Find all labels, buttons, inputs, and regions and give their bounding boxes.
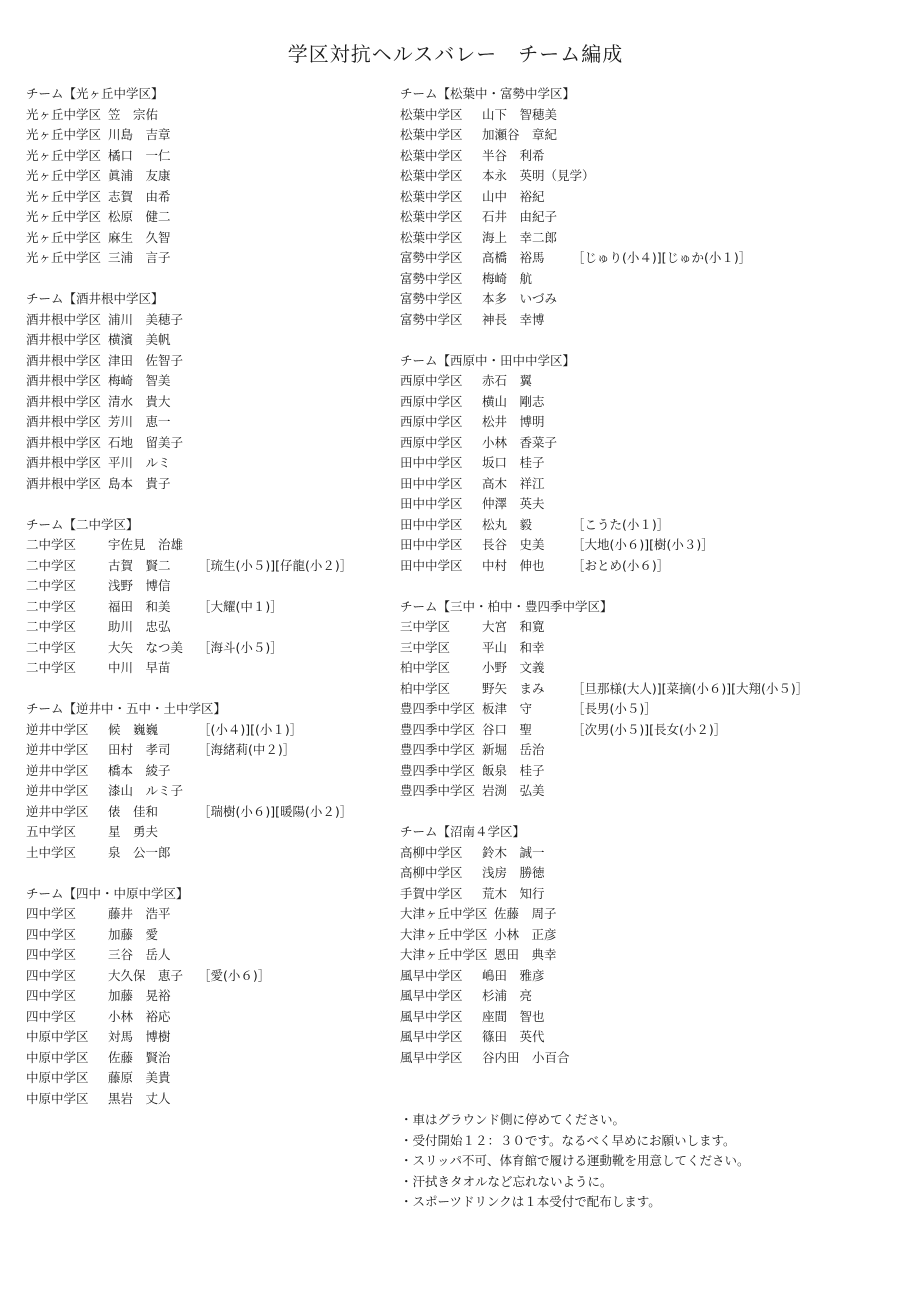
member-name: 大矢 なつ美 [108, 639, 184, 655]
member-row [26, 904, 388, 925]
team-header: チーム【松葉中・富勢中学区】 [400, 86, 576, 101]
member-name: 谷内田 小百合 [482, 1049, 570, 1065]
member-school: 田中中学区 [400, 455, 463, 470]
note-item: ・受付開始１２：３０です。なるべく早めにお願いします。 [400, 1132, 736, 1148]
member-row [26, 781, 388, 802]
member-name: 横山 剛志 [482, 393, 545, 409]
member-row [400, 843, 880, 864]
member-school: 酒井根中学区 [26, 311, 102, 327]
team-block [26, 515, 388, 679]
member-row [400, 187, 880, 208]
member-school: 逆井中学区 [26, 783, 89, 798]
member-school: 酒井根中学区 [26, 332, 102, 347]
member-name: 候 巍巍 [108, 721, 159, 737]
member-school: 酒井根中学区 [26, 352, 102, 368]
team-block [26, 699, 388, 863]
member-school: 風早中学区 [400, 1029, 463, 1044]
member-school: 豊四季中学区 [400, 701, 476, 716]
member-school: 二中学区 [26, 557, 77, 573]
member-school: 手賀中学区 [400, 885, 463, 901]
team-block [400, 351, 880, 577]
member-name: 加藤 晃裕 [108, 988, 171, 1003]
member-row [26, 945, 388, 966]
member-school: 風早中学区 [400, 1008, 463, 1024]
member-row [400, 146, 880, 167]
member-school: 酒井根中学区 [26, 393, 102, 409]
member-name: 麻生 久智 [108, 229, 171, 245]
member-name: 浦川 美穂子 [108, 311, 184, 327]
member-name: 大久保 恵子 [108, 967, 184, 983]
member-family-note: ［こうた(小１)］ [572, 516, 670, 532]
team-header: チーム【四中・中原中学区】 [26, 885, 189, 901]
member-school: 五中学区 [26, 824, 77, 839]
member-row [26, 453, 388, 474]
team-block [26, 289, 388, 494]
member-row [26, 228, 388, 249]
member-school: 風早中学区 [400, 988, 463, 1003]
member-family-note: ［大地(小６)][樹(小３)］ [572, 537, 714, 552]
member-row [26, 125, 388, 146]
member-school: 酒井根中学区 [26, 475, 102, 491]
member-school: 松葉中学区 [400, 229, 463, 245]
member-name: 赤石 翼 [482, 373, 533, 388]
member-row [400, 699, 880, 720]
member-school: 豊四季中学区 [400, 762, 476, 778]
member-school: 四中学区 [26, 926, 77, 942]
member-row [400, 515, 880, 536]
member-school: 風早中学区 [400, 1049, 463, 1065]
member-family-note: ［長男(小５)］ [572, 701, 657, 716]
member-row [26, 105, 388, 126]
member-name: 泉 公一郎 [108, 844, 171, 860]
member-school: 中原中学区 [26, 1049, 89, 1065]
team-header: チーム【二中学区】 [26, 516, 139, 532]
member-name: 梅崎 航 [482, 270, 533, 286]
member-row [400, 474, 880, 495]
member-school: 酒井根中学区 [26, 414, 102, 429]
member-school: 松葉中学区 [400, 127, 463, 142]
note-item: ・スポーツドリンクは１本受付で配布します。 [400, 1194, 661, 1209]
member-row [400, 638, 880, 659]
member-name: 飯泉 桂子 [482, 762, 545, 778]
member-school: 逆井中学区 [26, 742, 89, 757]
member-school: 四中学区 [26, 947, 77, 962]
member-school: 三中学区 [400, 619, 451, 634]
member-name: 川島 吉章 [108, 127, 171, 142]
member-name: 平川 ルミ [108, 455, 171, 470]
member-row [26, 617, 388, 638]
member-row [400, 371, 880, 392]
member-name: 藤原 美貴 [108, 1070, 171, 1085]
member-school: 光ヶ丘中学区 [26, 250, 102, 265]
member-row [26, 310, 388, 331]
member-family-note: ［海緒莉(中２)］ [198, 742, 296, 757]
member-name: 漆山 ルミ子 [108, 783, 184, 798]
member-row [26, 1027, 388, 1048]
member-row [26, 535, 388, 556]
member-row [400, 392, 880, 413]
team-header: チーム【西原中・田中中学区】 [400, 352, 576, 368]
member-school: 三中学区 [400, 639, 451, 655]
member-row [400, 453, 880, 474]
member-row [26, 146, 388, 167]
member-name: 黒岩 丈人 [108, 1090, 171, 1106]
member-school: 高柳中学区 [400, 844, 463, 860]
member-row [400, 740, 880, 761]
member-school: 西原中学区 [400, 393, 463, 409]
member-name: 佐藤 賢治 [108, 1049, 171, 1065]
member-row [400, 720, 880, 741]
member-name: 本永 英明（見学） [482, 168, 595, 183]
member-name: 三浦 言子 [108, 250, 171, 265]
member-row [26, 925, 388, 946]
team-header: チーム【沼南４学区】 [400, 824, 526, 839]
member-row [26, 433, 388, 454]
member-name: 荒木 知行 [482, 885, 545, 901]
member-row [26, 1068, 388, 1089]
member-row [26, 392, 388, 413]
member-name: 福田 和美 [108, 598, 171, 614]
member-school: 四中学区 [26, 1008, 77, 1024]
team-block [400, 822, 880, 1068]
member-row [26, 351, 388, 372]
member-row [400, 781, 880, 802]
member-school: 富勢中学区 [400, 291, 463, 306]
member-name: 笠 宗佑 [108, 106, 159, 122]
member-row [400, 433, 880, 454]
member-row [26, 371, 388, 392]
member-family-note: ［琉生(小５)][仔龍(小２)］ [198, 557, 353, 573]
member-name: 山中 裕紀 [482, 188, 545, 204]
team-block [400, 597, 880, 802]
member-name: 加藤 愛 [108, 926, 159, 942]
member-name: 三谷 岳人 [108, 947, 171, 962]
member-school: 逆井中学区 [26, 762, 89, 778]
member-school: 光ヶ丘中学区 [26, 188, 102, 204]
member-row [400, 1027, 880, 1048]
member-name: 田村 孝司 [108, 742, 171, 757]
member-school: 松葉中学区 [400, 188, 463, 204]
member-family-note: ［大耀(中１)］ [198, 598, 283, 614]
member-school: 四中学区 [26, 967, 77, 983]
member-row [26, 720, 388, 741]
member-row [26, 166, 388, 187]
member-row [400, 412, 880, 433]
member-row [400, 269, 880, 290]
member-name: 横濱 美帆 [108, 332, 171, 347]
left-column [26, 84, 388, 1130]
member-school: 西原中学区 [400, 373, 463, 388]
member-family-note: ［旦那様(大人)][菜摘(小６)][大翔(小５)］ [572, 680, 809, 696]
member-row [400, 125, 880, 146]
member-name: 中川 早苗 [108, 660, 171, 675]
member-name: 高橋 裕馬 [482, 250, 545, 265]
member-school: 大津ヶ丘中学区 [400, 947, 488, 962]
member-family-note: ［(小４)][(小１)］ [198, 721, 303, 737]
member-name: 本多 いづみ [482, 291, 558, 306]
member-row [26, 187, 388, 208]
member-name: 清水 貴大 [108, 393, 171, 409]
member-name: 浅野 博信 [108, 578, 171, 593]
team-header: チーム【酒井根中学区】 [26, 291, 164, 306]
member-school: 土中学区 [26, 844, 77, 860]
member-school: 富勢中学区 [400, 250, 463, 265]
member-school: 二中学区 [26, 598, 77, 614]
team-header: チーム【三中・柏中・豊四季中学区】 [400, 598, 613, 614]
member-name: 篠田 英代 [482, 1029, 545, 1044]
member-name: 平山 和幸 [482, 639, 545, 655]
member-name: 山下 智穂美 [482, 106, 558, 122]
member-school: 光ヶ丘中学区 [26, 127, 102, 142]
member-row [26, 986, 388, 1007]
member-school: 中原中学区 [26, 1029, 89, 1044]
notes-section [400, 1110, 880, 1213]
member-row [400, 248, 880, 269]
member-row [26, 330, 388, 351]
member-name: 半谷 利希 [482, 147, 545, 163]
member-school: 柏中学区 [400, 680, 451, 696]
member-school: 柏中学区 [400, 660, 451, 675]
member-family-note: ［瑞樹(小６)][暖陽(小２)］ [198, 803, 353, 819]
member-row [400, 494, 880, 515]
member-name: 宇佐見 治雄 [108, 537, 184, 552]
member-row [26, 740, 388, 761]
member-row [26, 248, 388, 269]
member-name: 中村 伸也 [482, 557, 545, 573]
member-row [26, 1048, 388, 1069]
member-school: 西原中学区 [400, 414, 463, 429]
member-school: 四中学区 [26, 906, 77, 921]
member-row [400, 863, 880, 884]
team-header: チーム【光ヶ丘中学区】 [26, 86, 164, 101]
member-name: 嶋田 雅彦 [482, 967, 545, 983]
member-school: 光ヶ丘中学区 [26, 106, 102, 122]
page-title: 学区対抗ヘルスバレー チーム編成 [287, 42, 624, 66]
member-name: 高木 祥江 [482, 475, 545, 491]
member-school: 酒井根中学区 [26, 455, 102, 470]
member-name: 大宮 和寛 [482, 619, 545, 634]
member-row [400, 228, 880, 249]
member-school: 富勢中学区 [400, 270, 463, 286]
member-school: 高柳中学区 [400, 865, 463, 880]
member-school: 二中学区 [26, 537, 77, 552]
member-school: 光ヶ丘中学区 [26, 229, 102, 245]
member-row [400, 166, 880, 187]
member-name: 星 勇夫 [108, 824, 159, 839]
member-school: 大津ヶ丘中学区 [400, 906, 488, 921]
member-name: 浅房 勝徳 [482, 865, 545, 880]
member-row [400, 986, 880, 1007]
member-school: 豊四季中学区 [400, 783, 476, 798]
member-row [26, 412, 388, 433]
member-row [26, 843, 388, 864]
member-school: 松葉中学区 [400, 106, 463, 122]
member-name: 谷口 聖 [482, 721, 533, 737]
member-name: 古賀 賢二 [108, 557, 171, 573]
member-name: 橋本 綾子 [108, 762, 171, 778]
member-school: 二中学区 [26, 639, 77, 655]
member-school: 田中中学区 [400, 516, 463, 532]
member-school: 光ヶ丘中学区 [26, 147, 102, 163]
member-name: 野矢 まみ [482, 680, 545, 696]
member-name: 松原 健二 [108, 209, 171, 224]
member-school: 豊四季中学区 [400, 721, 476, 737]
member-school: 光ヶ丘中学区 [26, 168, 102, 183]
member-school: 二中学区 [26, 619, 77, 634]
member-family-note: ［おとめ(小６)］ [572, 557, 670, 573]
member-school: 二中学区 [26, 578, 77, 593]
member-row [26, 658, 388, 679]
member-school: 松葉中学区 [400, 147, 463, 163]
member-family-note: ［海斗(小５)］ [198, 639, 283, 655]
member-school: 逆井中学区 [26, 721, 89, 737]
member-name: 小林 正彦 [494, 926, 557, 942]
member-row [400, 945, 880, 966]
member-row [400, 289, 880, 310]
member-name: 松井 博明 [482, 414, 545, 429]
member-school: 松葉中学区 [400, 209, 463, 224]
member-school: 富勢中学区 [400, 311, 463, 327]
member-school: 大津ヶ丘中学区 [400, 926, 488, 942]
member-name: 恩田 典幸 [494, 947, 557, 962]
member-school: 松葉中学区 [400, 168, 463, 183]
team-block [26, 884, 388, 1110]
member-row [400, 535, 880, 556]
member-school: 田中中学区 [400, 557, 463, 573]
member-name: 杉浦 亮 [482, 988, 533, 1003]
member-name: 仲澤 英夫 [482, 496, 545, 511]
team-block [26, 84, 388, 269]
member-school: 酒井根中学区 [26, 434, 102, 450]
member-name: 志賀 由希 [108, 188, 171, 204]
member-name: 津田 佐智子 [108, 352, 184, 368]
member-row [400, 966, 880, 987]
member-row [400, 310, 880, 331]
member-school: 田中中学区 [400, 496, 463, 511]
member-row [400, 679, 880, 700]
member-name: 島本 貴子 [108, 475, 171, 491]
member-name: 佐藤 周子 [494, 906, 557, 921]
member-name: 助川 忠弘 [108, 619, 171, 634]
member-school: 豊四季中学区 [400, 742, 476, 757]
member-name: 松丸 毅 [482, 516, 533, 532]
member-row [26, 556, 388, 577]
member-school: 田中中学区 [400, 537, 463, 552]
member-name: 海上 幸二郎 [482, 229, 558, 245]
member-name: 眞浦 友康 [108, 168, 171, 183]
member-name: 新堀 岳治 [482, 742, 545, 757]
member-family-note: ［じゅり(小４)][じゅか(小１)］ [572, 250, 752, 265]
member-school: 四中学区 [26, 988, 77, 1003]
member-name: 加瀬谷 章紀 [482, 127, 558, 142]
member-name: 小林 香菜子 [482, 434, 558, 450]
member-school: 中原中学区 [26, 1090, 89, 1106]
member-name: 梅崎 智美 [108, 373, 171, 388]
member-row [400, 1007, 880, 1028]
member-row [26, 474, 388, 495]
member-school: 光ヶ丘中学区 [26, 209, 102, 224]
member-school: 二中学区 [26, 660, 77, 675]
member-name: 小林 裕応 [108, 1008, 171, 1024]
member-row [26, 822, 388, 843]
member-row [400, 884, 880, 905]
member-row [400, 904, 880, 925]
member-row [400, 761, 880, 782]
member-name: 小野 文義 [482, 660, 545, 675]
member-name: 長谷 史美 [482, 537, 545, 552]
member-row [26, 761, 388, 782]
member-school: 酒井根中学区 [26, 373, 102, 388]
member-row [26, 1089, 388, 1110]
member-family-note: ［次男(小５)][長女(小２)］ [572, 721, 727, 737]
member-row [26, 802, 388, 823]
right-column [400, 84, 880, 1089]
note-item: ・スリッパ不可、体育館で履ける運動靴を用意してください。 [400, 1153, 750, 1168]
note-item: ・汗拭きタオルなど忘れないように。 [400, 1173, 613, 1189]
member-name: 鈴木 誠一 [482, 844, 545, 860]
member-row [400, 207, 880, 228]
member-school: 中原中学区 [26, 1070, 89, 1085]
member-name: 岩渕 弘美 [482, 783, 545, 798]
member-row [26, 576, 388, 597]
member-row [400, 658, 880, 679]
member-school: 田中中学区 [400, 475, 463, 491]
member-name: 坂口 桂子 [482, 455, 545, 470]
member-row [26, 207, 388, 228]
member-row [400, 1048, 880, 1069]
member-family-note: ［愛(小６)］ [198, 967, 271, 983]
member-name: 神長 幸博 [482, 311, 545, 327]
member-row [400, 105, 880, 126]
member-name: 俵 佳和 [108, 803, 159, 819]
member-name: 板津 守 [482, 701, 533, 716]
member-name: 芳川 恵一 [108, 414, 171, 429]
member-name: 対馬 博樹 [108, 1029, 171, 1044]
note-item: ・車はグラウンド側に停めてください。 [400, 1112, 626, 1127]
member-row [26, 966, 388, 987]
member-name: 座間 智也 [482, 1008, 545, 1024]
member-name: 橘口 一仁 [108, 147, 171, 163]
member-school: 逆井中学区 [26, 803, 89, 819]
member-row [400, 617, 880, 638]
member-name: 石井 由紀子 [482, 209, 558, 224]
member-row [26, 638, 388, 659]
member-row [400, 925, 880, 946]
member-row [26, 1007, 388, 1028]
team-block [400, 84, 880, 330]
team-header: チーム【逆井中・五中・土中学区】 [26, 701, 227, 716]
member-row [400, 556, 880, 577]
member-name: 藤井 浩平 [108, 906, 171, 921]
member-name: 石地 留美子 [108, 434, 184, 450]
member-row [26, 597, 388, 618]
member-school: 風早中学区 [400, 967, 463, 983]
member-school: 西原中学区 [400, 434, 463, 450]
